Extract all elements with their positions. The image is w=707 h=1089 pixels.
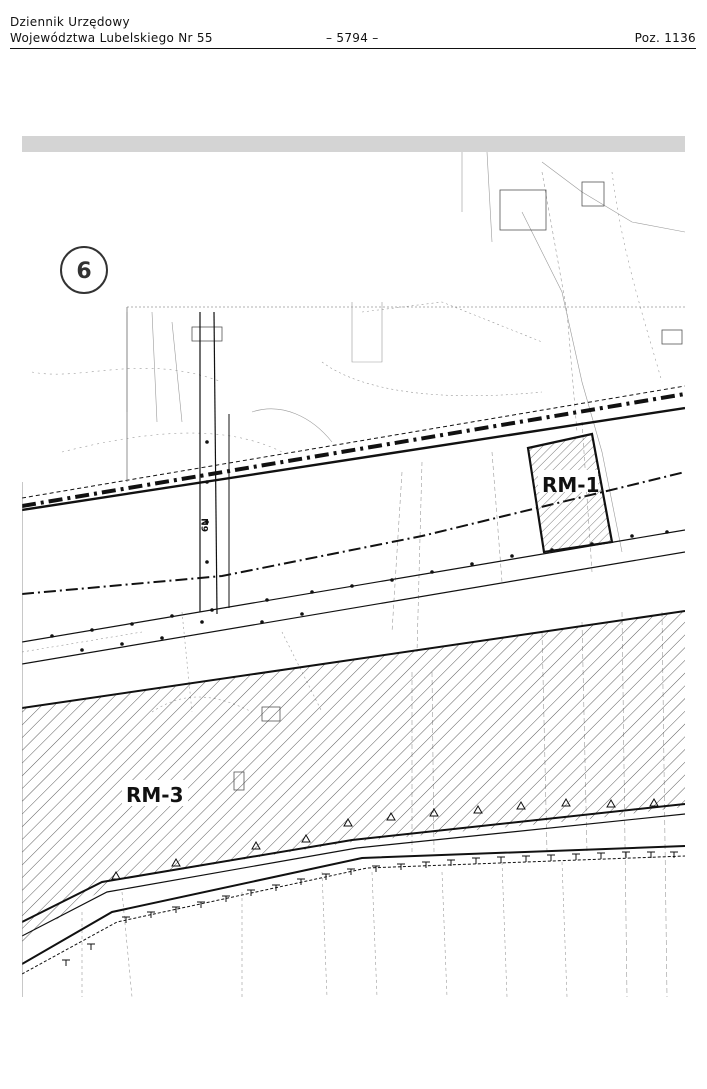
page-number: – 5794 – [326,31,379,45]
journal-title-line2: Województwa Lubelskiego Nr 55 [10,31,213,45]
zone-label-rm1: RM-1 [542,473,600,497]
page-header [10,14,696,49]
journal-title [10,14,213,46]
planning-map [22,152,685,997]
position-number: Poz. 1136 [634,31,696,45]
journal-title-line1: Dziennik Urzędowy [10,15,130,29]
zone-rm3-area [22,592,685,992]
zone-label-rm3: RM-3 [126,783,184,807]
road-label-6n: 6N [201,518,211,532]
sheet-number: 6 [76,259,92,284]
map-frame-band [22,136,685,152]
